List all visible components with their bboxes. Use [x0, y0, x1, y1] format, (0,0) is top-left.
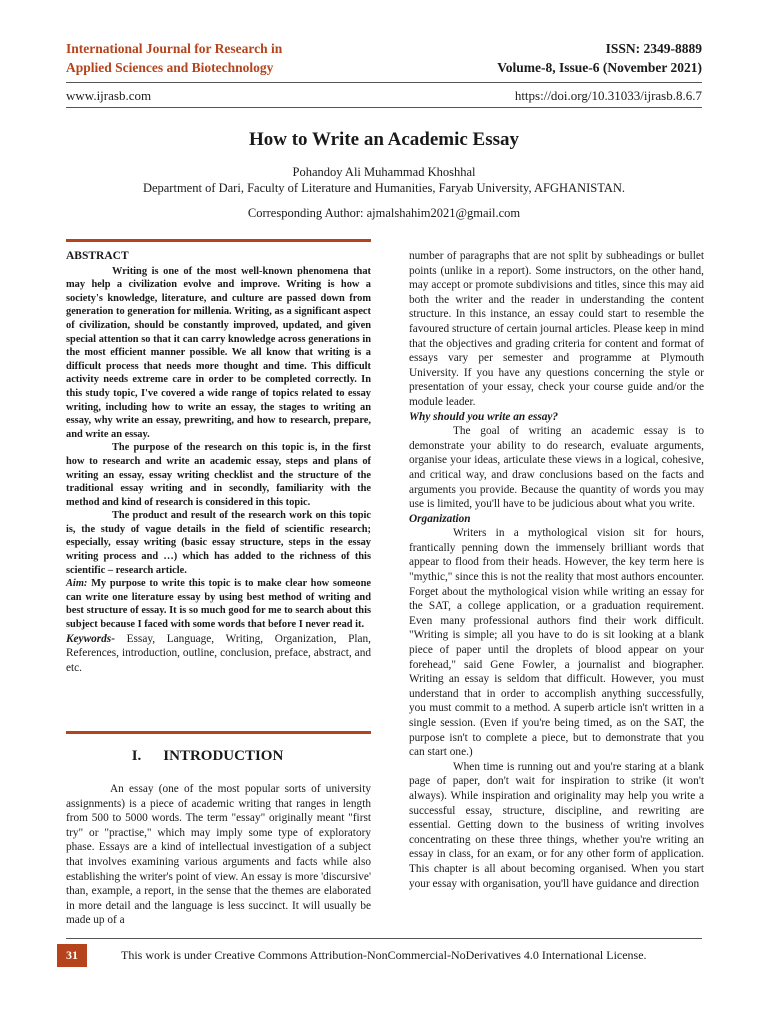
- body-paragraph: When time is running out and you're staring at a blank page of paper, don't wait for inspiration to strike (it won't always). While inspiration and originality may help you write a successful essay, structure, discipline, and rewriting are essential. Getting down to the business of writing involves concentrating on these three things, whether you're writing an essay in class, for an exam, or for any other form of application. This chapter is all about becoming organised. When you start your essay with organisation, you'll have guidance and direction: [409, 760, 704, 890]
- abstract-paragraph: The purpose of the research on this topic is, in the first how to research and write an academic essay, steps and plans of writing an essay, essay writing checklist and the structure of the traditional essay writing and in secondly, familiarity with the method and kind of research is considered in this topic.: [66, 442, 371, 508]
- journal-name-line1: International Journal for Research in: [66, 41, 283, 56]
- doi-link[interactable]: https://doi.org/10.31033/ijrasb.8.6.7: [514, 88, 702, 103]
- footer-rule: [66, 938, 702, 939]
- page-number: 31: [57, 944, 87, 967]
- author-name: Pohandoy Ali Muhammad Khoshhal: [292, 165, 476, 179]
- journal-name: [66, 39, 282, 77]
- website-link[interactable]: www.ijrasb.com: [66, 88, 152, 103]
- aim-text: My purpose to write this topic is to make clear how someone can write one literature essay by using best method of writing and best structure of essay. It is so much good for me to search about this subject because I faced with some words that before I never read it.: [66, 578, 371, 631]
- intro-paragraph: An essay (one of the most popular sorts of university assignments) is a piece of academic writing that ranges in length from 500 to 5000 words. The term "essay" originally meant "first try" or "practise," which may imply some type of exploratory phase. Essays are a kind of intellectual investigation of a subject that involves examining various arguments and facts while also establishing the writer's point of view. An essay is more 'discursive' than, example, a report, in the sense that the themes are elaborated in more detail and the language is less succinct. It will usually be made up of a: [66, 783, 371, 927]
- abstract-section: [66, 249, 371, 675]
- keywords: [66, 632, 371, 676]
- header-rule-top: [66, 82, 702, 83]
- introduction-heading: [66, 748, 371, 765]
- corresponding-author: Corresponding Author: ajmalshahim2021@gmail.com: [247, 206, 521, 220]
- body-paragraph: number of paragraphs that are not split by subheadings or bullet points (unlike in a report). Some instructors, on the other hand, may accept or promote subdivisions and titles, since this may aid both the writer and the reader in understanding the content structure. In this instance, an essay could start to resemble the favoured structure of certain journal articles. Please keep in mind that the objectives and grading criteria for content and format of essays vary per semester and programme at Plymouth University. If you have any questions concerning the style or presentation of your essay, check your course guide and/or the module leader.: [409, 250, 704, 408]
- journal-name-line2: Applied Sciences and Biotechnology: [66, 60, 274, 75]
- volume-issue: Volume-8, Issue-6 (November 2021): [497, 60, 702, 75]
- header-rule-bottom: [66, 107, 702, 108]
- author-block: [0, 164, 768, 196]
- section-title: INTRODUCTION: [163, 748, 284, 764]
- organization-heading: Organization: [409, 512, 471, 525]
- issn: ISSN: 2349-8889: [605, 41, 702, 56]
- section-number: I.: [131, 748, 142, 764]
- abstract-aim: [66, 577, 371, 631]
- keywords-label: Keywords-: [66, 632, 115, 645]
- keywords-text: Essay, Language, Writing, Organization, Plan, References, introduction, outline, conclusion, preface, abstract, and etc.: [66, 632, 371, 674]
- why-write-heading: Why should you write an essay?: [409, 410, 559, 423]
- abstract-paragraph: The product and result of the research work on this topic is, the study of vague details in the field of scientific research; especially, essay writing (basic essay structure, steps in the essay writing process and …) which has added to the richness of this scientific – research article.: [66, 510, 371, 576]
- license-text: This work is under Creative Commons Attribution-NonCommercial-NoDerivatives 4.0 International License.: [121, 948, 647, 962]
- abstract-paragraph: Writing is one of the most well-known phenomena that may help a civilization evolve and improve. Writing is how a society's knowledge, literature, and culture are passed down from generation to generation for millenia. Writing, as a significant aspect of civilization, should be constantly improved, updated, and given special attention so that it can carry knowledge across generations in the most efficient manner possible. We all know that writing is a difficult process that needs more thought and time. This difficult activity needs extreme care in order to be completed correctly. In this study topic, I've covered a wide range of topics related to essay writing, including how to write an essay, the stages to writing an essay, why write an essay, prewriting, and how to research, prepare, and write an essay.: [66, 265, 371, 440]
- aim-label: Aim:: [66, 578, 88, 590]
- abstract-heading: ABSTRACT: [66, 250, 129, 262]
- abstract-top-bar: [66, 239, 371, 242]
- paper-title: How to Write an Academic Essay: [248, 129, 520, 150]
- issn-block: [497, 39, 702, 77]
- body-paragraph: Writers in a mythological vision sit for hours, frantically penning down the immensely brilliant words that appear to flood from their heads. However, the key term here is "mythic," since this is not the reality that most authors encounter. Forget about the mythological vision while writing an essay for the SAT, a college application, or a graduation requirement. Even many professional authors find their work difficult. "Writing is simple; all you have to do is sit looking at a blank piece of paper until the droplets of blood appear on your forehead," said Gene Fowler, a journalist and biographer. Writing an essay is seldom that difficult. However, you must understand that in order to accomplish anything successfully, you must commit to a method. A superb article isn't written in a single session. (Even if you're being timed, as on the SAT, the purpose isn't to complete a piece, but to demonstrate that you can start one.): [409, 527, 704, 759]
- affiliation: Department of Dari, Faculty of Literature and Humanities, Faryab University, AFGHANISTAN.: [142, 181, 626, 195]
- right-column: [409, 249, 704, 891]
- introduction-section: [66, 782, 371, 928]
- abstract-body: [66, 265, 371, 632]
- abstract-bottom-bar: [66, 731, 371, 734]
- body-paragraph: The goal of writing an academic essay is to demonstrate your ability to do research, evaluate arguments, organise your ideas, articulate these views in a logical, cohesive, and critical way, and draw conclusions based on the facts and arguments you provide. Because the quantity of words you may use is limited, you'll have to be judicious about what you write.: [409, 425, 704, 511]
- url-row: [66, 88, 702, 104]
